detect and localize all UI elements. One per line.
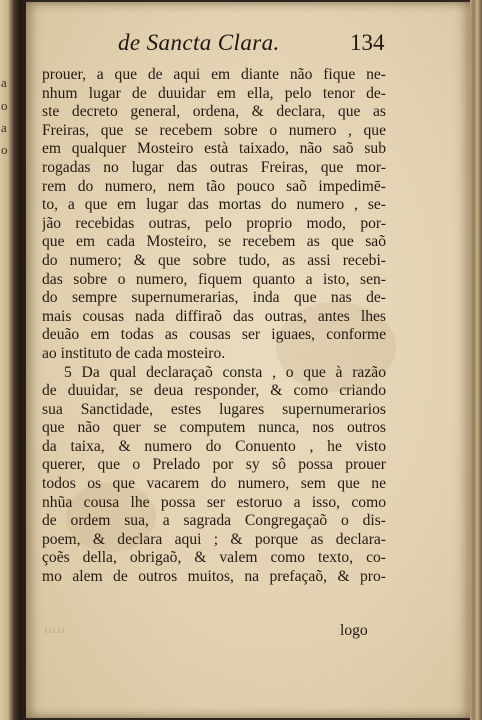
text-line: ste decreto general, ordena, & declara, que as: [42, 103, 386, 121]
page-number: 134: [350, 30, 385, 55]
text-line: rogadas no lugar das outras Freiras, que mor-: [42, 158, 386, 176]
paragraph-start-line: 5 Da qual declaraçaõ consta , o que à razão: [64, 363, 386, 381]
page-fore-edge: [470, 0, 482, 720]
text-line: de duuidar, se deua responder, & como criando: [42, 382, 386, 400]
page-header: [26, 26, 470, 60]
text-line: querer, que o Prelado por sy sô possa prouer: [42, 456, 386, 474]
text-line: poem, & declara aqui ; & porque as declara-: [42, 530, 386, 548]
text-line: prouer, a que de aqui em diante não fique ne-: [42, 66, 386, 83]
bleed-through-text: ııııı: [44, 622, 66, 636]
text-line: Freiras, que se recebem sobre o numero , que: [42, 121, 386, 139]
text-line: mo alem de outros muitos, na prefaçaõ, & pro-: [42, 568, 386, 586]
book-page: [26, 2, 470, 718]
text-line: rem do numero, nem tão pouco saõ impedimē-: [42, 177, 386, 195]
text-line: to, a que em lugar das mortas do numero , se-: [42, 196, 386, 214]
text-line: mais cousas nada diffiraõ das outras, antes lhes: [42, 307, 386, 325]
facing-page-edge: [0, 0, 26, 720]
margin-fragment: a: [1, 120, 7, 135]
text-line: do sempre supernumerarias, inda que nas de-: [42, 289, 386, 307]
margin-fragment: o: [1, 142, 8, 157]
running-head: de Sancta Clara.: [118, 30, 280, 55]
body-text: [42, 66, 386, 587]
text-line: do numero; & que sobre tudo, as assi recebi-: [42, 251, 386, 269]
text-line: deuão em todas as cousas ser iguaes, conforme: [42, 326, 386, 344]
text-line: nhum lugar de duuidar em ella, pelo tenor de-: [42, 84, 386, 102]
text-line: çoẽs della, obrigaõ, & valem como texto, co-: [42, 549, 386, 567]
text-line: das sobre o numero, fiquem quanto a isto, sen-: [42, 270, 386, 288]
text-line: de ordem sua, a sagrada Congregaçaõ o dis-: [42, 512, 386, 530]
catchword: logo: [340, 622, 368, 639]
text-line: jão recebidas outras, pelo proprio modo, por-: [42, 214, 386, 232]
text-line: nhũa cousa lhe possa ser estoruo a isso, como: [42, 493, 386, 511]
text-line: da taixa, & numero do Conuento , he visto: [42, 437, 386, 455]
margin-fragment: a: [1, 75, 7, 90]
text-line: ao instituto de cada mosteiro.: [42, 344, 226, 362]
text-line: todos os que vacarem do numero, sem que ne: [42, 475, 386, 493]
text-line: em qualquer Mosteiro està taixado, não saõ sub: [42, 140, 386, 158]
text-line: que em cada Mosteiro, se recebem as que saõ: [42, 233, 386, 251]
margin-fragment: o: [1, 98, 8, 113]
text-line: sua Sanctidade, estes lugares supernumerarios: [42, 400, 386, 418]
text-line: que não quer se computem nunca, nos outros: [42, 419, 386, 437]
